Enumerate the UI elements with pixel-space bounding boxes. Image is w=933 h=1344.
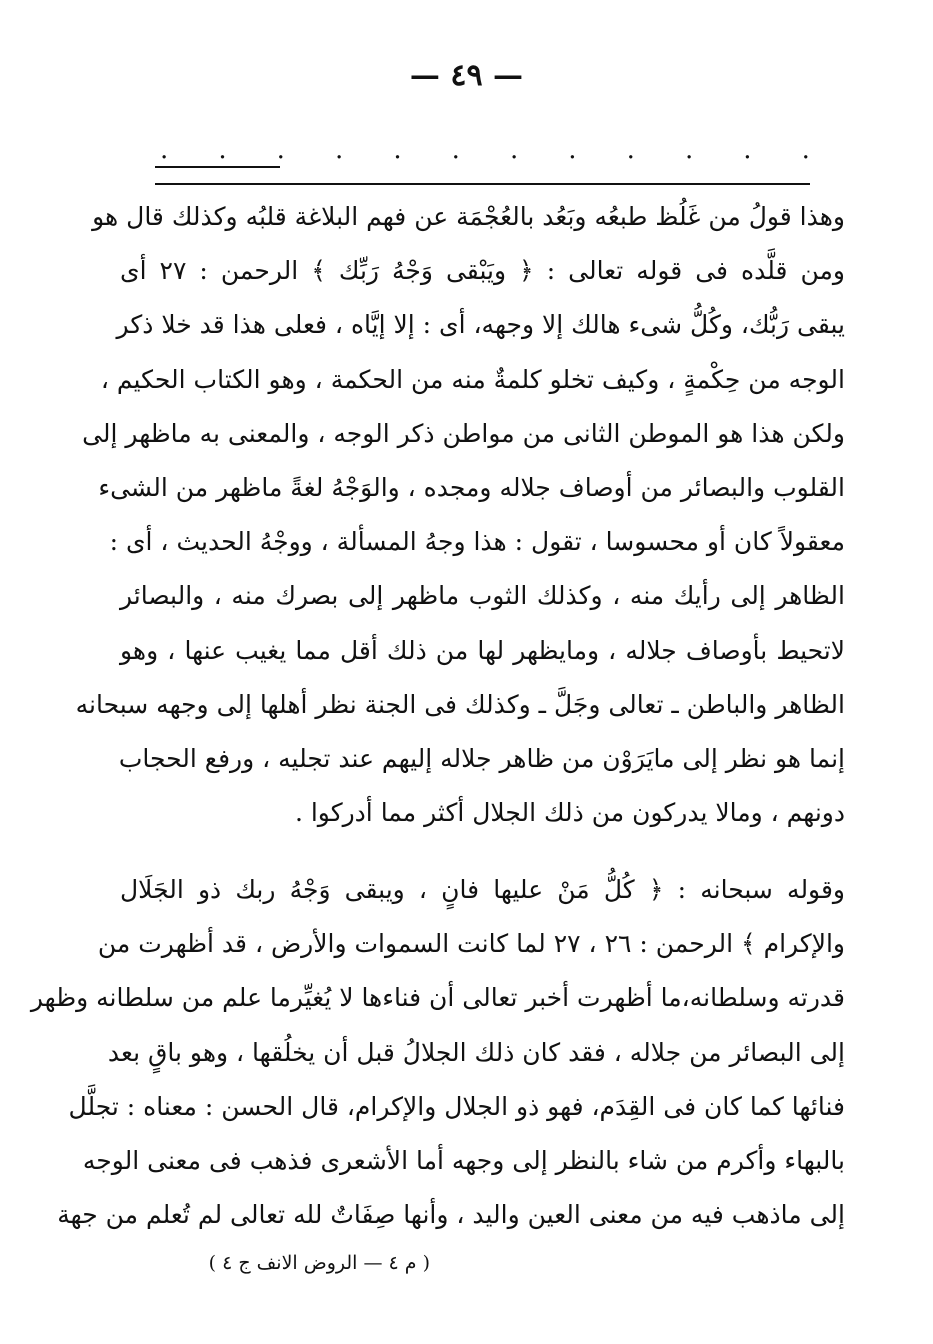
dot: . — [276, 135, 285, 165]
text-line: إلى البصائر من جلاله ، فقد كان ذلك الجلالُ قبل أن يخلُقها ، وهو باقٍ بعد — [107, 1037, 845, 1067]
text-line: بالبهاء وأكرم من شاء بالنظر إلى وجهه أما الأشعرى فذهب فى معنى الوجه — [82, 1145, 845, 1175]
text-line: قدرته وسلطانه،ما أظهرت أخبر تعالى أن فناءها لا يُغيِّرما علم من سلطانه وظهر — [30, 983, 845, 1013]
text-line: والإكرام ﴾ الرحمن : ٢٦ ، ٢٧ لما كانت السموات والأرض ، قد أظهرت من — [97, 929, 845, 959]
text-line: القلوب والبصائر من أوصاف جلاله ومجده ، والوَجْهُ لغةً ماظهر من الشىء — [98, 472, 845, 502]
ornamental-dots — [160, 135, 810, 165]
dot: . — [684, 135, 694, 165]
text-line: الوجه من حِكْمةٍ ، وكيف تخلو كلمةٌ منه من الحكمة ، وهو الكتاب الحكيم ، — [100, 364, 845, 394]
dot: . — [160, 135, 169, 165]
dot: . — [451, 135, 460, 165]
text-line: فنائها كما كان فى القِدَم، فهو ذو الجلال والإكرام، قال الحسن : معناه : تجلَّل — [68, 1091, 845, 1121]
text-line: معقولاً كان أو محسوسا ، تقول : هذا وجهُ المسألة ، ووجْهُ الحديث ، أى : — [109, 527, 845, 557]
text-line: ولكن هذا هو الموطن الثانى من مواطن ذكر الوجه ، والمعنى به ماظهر إلى — [82, 418, 845, 448]
page-number: — ٤٩ — — [409, 58, 524, 93]
paragraph-1 — [75, 190, 845, 840]
header-rule-short — [155, 166, 280, 168]
paragraph-2 — [30, 863, 845, 1242]
header-rule — [155, 183, 810, 185]
dot: . — [509, 135, 519, 165]
dot: . — [801, 135, 810, 165]
text-line: الظاهر والباطن ـ تعالى وجَلَّ ـ وكذلك فى الجنة نظر أهلها إلى وجهه سبحانه — [75, 689, 845, 719]
dot: . — [568, 135, 577, 165]
text-line: ومن قلَّده فى قوله تعالى : ﴿ ويَبْقى وَجْهُ رَبِّك ﴾ الرحمن : ٢٧ أى — [120, 256, 845, 286]
text-line: إنما هو نظر إلى مايَرَوْن من ظاهر جلاله إليهم عند تجليه ، ورفع الحجاب — [118, 743, 845, 773]
dot: . — [334, 135, 344, 165]
dot: . — [218, 135, 227, 165]
dot: . — [626, 135, 635, 165]
text-line: يبقى رَبُّك، وكُلُّ شىء هالك إلا وجهه، أى : إلا إيَّاه ، فعلى هذا قد خلا ذكر — [116, 310, 845, 340]
text-line: وقوله سبحانه : ﴿ كُلُّ مَنْ عليها فانٍ ، ويبقى وَجْهُ ربك ذو الجَلَال — [120, 875, 845, 904]
dot: . — [393, 135, 402, 165]
text-line: وهذا قولُ من غَلُظ طبعُه وبَعُد بالعُجْمَة عن فهم البلاغة قلبُه وكذلك قال هو — [92, 202, 845, 231]
dot: . — [743, 135, 752, 165]
text-line: دونهم ، ومالا يدركون من ذلك الجلال أكثر مما أدركوا . — [294, 798, 845, 828]
text-line: الظاهر إلى رأيك منه ، وكذلك الثوب ماظهر إلى بصرك منه ، والبصائر — [120, 581, 845, 611]
text-line: لاتحيط بأوصاف جلاله ، ومايظهر لها من ذلك أقل مما يغيب عنها ، وهو — [120, 635, 845, 665]
text-line: إلى ماذهب فيه من معنى العين واليد ، وأنها صِفَاتٌ لله تعالى لم تُعلم من جهة — [57, 1200, 845, 1230]
footer-signature: ( م ٤ — الروض الانف ج ٤ ) — [208, 1252, 430, 1274]
